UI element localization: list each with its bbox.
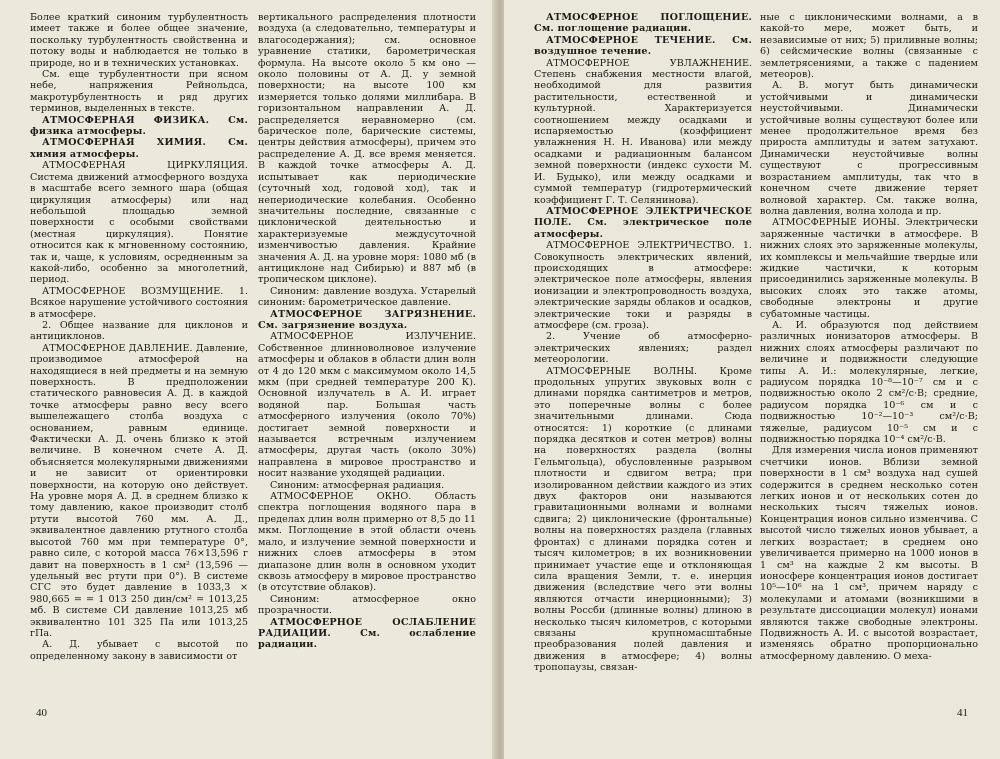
paragraph: ные с циклоническими волнами, а в какой-то мере, может быть, и независимые от них; 5) приливные волны; 6) сейсмические волны (связанные с землетрясениями, а также с падением метеоров). (760, 12, 978, 81)
entry-atm-electricity: АТМОСФЕРНОЕ ЭЛЕКТРИЧЕСТВО. 1. Совокупность электрических явлений, происходящих в атмосфере: электрическое поле атмосферы, явления ионизации и электропроводность воздуха, электрические заряды облаков и осадков, электрические токи и разряды в атмосфере (см. гроза). (534, 240, 752, 331)
paragraph: 2. Учение об атмосферно-электрических явлениях; раздел метеорологии. (534, 331, 752, 366)
entry-atm-electric-field: АТМОСФЕРНОЕ ЭЛЕКТРИЧЕСКОЕ ПОЛЕ. См. электрическое поле атмосферы. (534, 205, 752, 240)
right-column-2 (760, 12, 978, 702)
paragraph: вертикального распределения плотности воздуха (а следовательно, температуры и влагосодержания); см. основное уравнение статики, барометрическая формула. На высоте около 5 км оно — около половины от А. Д. у земной поверхности; на высоте 100 км измеряется только долями миллибара. В горизонтальном направлении А. Д. распределяется неравномерно (см. барическое поле, барические системы, центры действия атмосферы), причем это распределение А. Д. все время меняется. В каждой точке атмосферы А. Д. испытывает как периодические (суточный ход, годовой ход), так и непериодические колебания. Особенно значительны последние, связанные с циклонической деятельностью и характеризуемые междусуточной изменчивостью давления. Крайние значения А. Д. на уровне моря: 1080 мб (в антициклоне над Сибирью) и 887 мб (в тропическом циклоне). (258, 12, 476, 286)
paragraph: Синоним: атмосферная радиация. (270, 479, 445, 491)
entry-atm-circulation: АТМОСФЕРНАЯ ЦИРКУЛЯЦИЯ. Система движений атмосферного воздуха в масштабе всего земного шара (общая циркуляция атмосферы) или над небольшой площадью земной поверхности с особыми свойствами (местная циркуляция). Понятие относится как к мгновенному состоянию, так и, чаще, к условиям, осредненным за какой-либо, особенно за многолетний, период. (30, 160, 248, 286)
left-column-2 (258, 12, 476, 702)
paragraph: А. В. могут быть динамически устойчивыми и динамически неустойчивыми. Динамически устойчивые волны существуют более или менее продолжительное время без прироста амплитуды и затем затухают. Динамически неустойчивые волны существуют с прогрессивным возрастанием амплитуды, так что в конечном счете движение теряет волновой характер. См. также волна, волна давления, волна холода и пр. (760, 80, 978, 217)
entry-atm-window: АТМОСФЕРНОЕ ОКНО. Область спектра поглощения водяного пара в пределах длин волн примерно от 8,5 до 11 мкм. Поглощение в этой области очень мало, и излучение земной поверхности и нижних слоев атмосферы в этом диапазоне длин волн в основном уходит сквозь атмосферу в мировое пространство (в отсутствие облаков). (258, 491, 476, 594)
page-number: 41 (957, 707, 968, 719)
page-number: 40 (36, 707, 47, 719)
entry-atm-ions: АТМОСФЕРНЫЕ ИОНЫ. Электрически заряженные частички в атмосфере. В нижних слоях это заряженные молекулы, их комплексы и мельчайшие твердые или жидкие частички, к которым присоединились заряженные молекулы. В высоких слоях это также атомы, свободные электроны и другие субатомные частицы. (760, 217, 978, 320)
left-column-1 (30, 12, 248, 702)
entry-atm-pollution: АТМОСФЕРНОЕ ЗАГРЯЗНЕНИЕ. См. загрязнение воздуха. (258, 308, 476, 331)
entry-atm-radiation: АТМОСФЕРНОЕ ИЗЛУЧЕНИЕ. Собственное длинноволновое излучение атмосферы и облаков в области длин волн от 4 до 120 мкм с максимумом около 14,5 мкм (при средней температуре 200 К). Основной излучатель в А. И. играет водяной пар. Большая часть атмосферного излучения (около 70%) достигает земной поверхности и называется встречным излучением атмосферы, другая часть (около 30%) направлена в мировое пространство и носит название уходящей радиации. (258, 331, 476, 480)
paragraph: Более краткий синоним турбулентность имеет также и более общее значение, поскольку турбулентность свойственна и потоку воды и наблюдается не только в природе, но и в технических установках. (30, 12, 248, 69)
entry-atm-chemistry: АТМОСФЕРНАЯ ХИМИЯ. См. химия атмосферы. (30, 137, 248, 160)
paragraph: Синоним: атмосферное окно прозрачности. (258, 593, 476, 617)
entry-atm-moistening: АТМОСФЕРНОЕ УВЛАЖНЕНИЕ. Степень снабжения местности влагой, необходимой для развития растительности, естественной и культурной. Характеризуется соотношением между осадками и испаряемостью (коэффициент увлажнения Н. Н. Иванова) или между осадками и радиационным балансом земной поверхности (индекс сухости М. И. Будыко), или между осадками и суммой температур (гидротермический коэффициент Г. Т. Селянинова). (534, 57, 752, 206)
entry-atm-physics: АТМОСФЕРНАЯ ФИЗИКА. См. физика атмосферы. (30, 114, 248, 138)
entry-atm-waves: АТМОСФЕРНЫЕ ВОЛНЫ. Кроме продольных упругих звуковых волн с длинами порядка сантиметров и метров, это поперечные волны с более значительными длинами. Сюда относятся: 1) короткие (с длинами порядка десятков и сотен метров) волны на поверхностях раздела (волны Гельмгольца), обусловленные разрывом плотности и сдвигом ветра; при изолированном действии каждого из этих двух факторов они называются гравитационными волнами и волнами сдвига; 2) циклонические (фронтальные) волны на поверхностях раздела (главных фронтах) с длинами порядка сотен и тысяч километров; в их возникновении принимает участие еще и отклоняющая сила вращения Земли, т. е. инерция движения (вследствие чего эти волны являются отчасти инерционными); 3) волны Россби (длинные волны) длиною в несколько тысяч километров, с которыми связаны крупномасштабные преобразования полей давления и движения в атмосфере; 4) волны тропопаузы, связан- (534, 365, 752, 674)
entry-atm-disturbance: АТМОСФЕРНОЕ ВОЗМУЩЕНИЕ. 1. Всякое нарушение устойчивого состояния в атмосфере. (30, 285, 248, 320)
paragraph: 2. Общее название для циклонов и антициклонов. (30, 319, 248, 343)
paragraph: Для измерения числа ионов применяют счетчики ионов. Вблизи земной поверхности в 1 см³ воздуха над сушей содержится в среднем несколько сотен легких ионов и от нескольких сотен до нескольких тысяч тяжелых ионов. Концентрация ионов сильно изменчива. С высотой число тяжелых ионов убывает, а легких возрастает; в среднем оно увеличивается примерно на 1000 ионов в 1 см³ на каждые 2 км высоты. В ионосфере концентрация ионов достигает 10⁵—10⁶ на 1 см³, причем наряду с молекулами и атомами (возникшими в результате диссоциации молекул) ионами являются также свободные электроны. Подвижность А. И. с высотой возрастает, изменяясь обратно пропорционально атмосферному давлению. О меха- (760, 445, 978, 662)
entry-atm-current: АТМОСФЕРНОЕ ТЕЧЕНИЕ. См. воздушное течение. (534, 34, 752, 58)
right-page (504, 0, 1000, 759)
paragraph: А. И. образуются под действием различных ионизаторов атмосферы. В нижних слоях атмосферы различают по величине и подвижности следующие типы А. И.: молекулярные, легкие, радиусом порядка 10⁻⁸—10⁻⁷ см и с подвижностью около 2 см²/с·В; средние, радиусом порядка 10⁻⁶ см и с подвижностью 10⁻²—10⁻³ см²/с·В; тяжелые, радиусом 10⁻⁵ см и с подвижностью порядка 10⁻⁴ см²/с·В. (760, 319, 978, 446)
paragraph: А. Д. убывает с высотой по определенному закону в зависимости от (30, 639, 248, 662)
entry-atm-absorption: АТМОСФЕРНОЕ ПОГЛОЩЕНИЕ. См. поглощение радиации. (534, 12, 752, 35)
right-column-1 (534, 12, 752, 702)
left-page (0, 0, 496, 759)
paragraph: См. еще турбулентности при ясном небе, напряжения Рейнольдса, макротурбулентность и ряд других терминов, выделенных в тексте. (30, 69, 248, 115)
entry-atm-attenuation: АТМОСФЕРНОЕ ОСЛАБЛЕНИЕ РАДИАЦИИ. См. ослабление радиации. (258, 616, 476, 651)
entry-atm-pressure: АТМОСФЕРНОЕ ДАВЛЕНИЕ. Давление, производимое атмосферой на находящиеся в ней предметы и на земную поверхность. В предположении статического равновесия А. Д. в каждой точке атмосферы равно весу всего вышележащего столба воздуха с основанием, равным единице. Фактически А. Д. очень близко к этой величине. В конечном счете А. Д. объясняется молекулярными движениями и не зависит от ориентировки поверхности, на которую оно действует. На уровне моря А. Д. в среднем близко к тому давлению, какое производит столб ртути высотой 760 мм. А. Д., эквивалентное давлению ртутного столба высотой 760 мм при температуре 0°, равно силе, с которой масса 76×13,596 г давит на поверхность в 1 см² (13,596 — удельный вес ртути при 0°). В системе СГС это будет давление в 1033,3 × 980,665 = = 1 013 250 дин/см² = 1013,25 мб. В системе СИ давление 1013,25 мб эквивалентно 101 325 Па или 1013,25 гПа. (30, 342, 248, 639)
paragraph: Синоним: давление воздуха. Устарелый синоним: барометрическое давление. (258, 285, 476, 309)
